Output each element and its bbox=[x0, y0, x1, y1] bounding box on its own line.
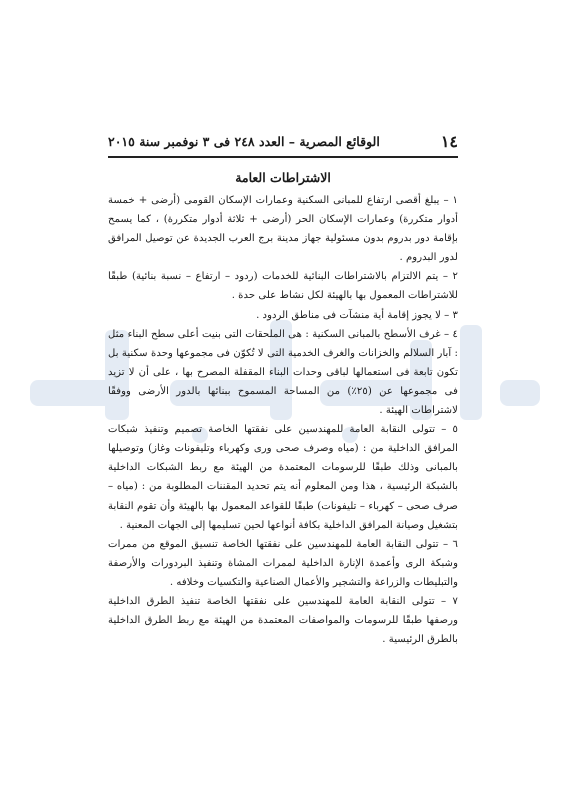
paragraph-7: ٧ – تتولى النقابة العامة للمهندسين على نفقتها الخاصة تنفيذ الطرق الداخلية ورصفها طبقًا للرسومات والمواصفات المعتمدة من الهيئة مع ربط الطرق الداخلية بالطرق الرئيسية . bbox=[108, 595, 458, 646]
body-text bbox=[108, 191, 458, 649]
page-number: ١٤ bbox=[440, 131, 458, 151]
paragraph-1: ١ – يبلغ أقصى ارتفاع للمبانى السكنية وعمارات الإسكان القومى (أرضى + خمسة أدوار متكررة) وعمارات الإسكان الحر (أرضى + ثلاثة أدوار متكررة) ، كما يسمح بإقامة دور بدروم بدون مسئولية جهاز مدينة برج العرب الجديدة عن توصيل المرافق لدور البدروم . bbox=[108, 195, 458, 264]
paragraph-5: ٥ – تتولى النقابة العامة للمهندسين على نفقتها الخاصة تصميم وتنفيذ شبكات المرافق الداخلية من : (مياه وصرف صحى ورى وكهرباء وتليفونات وغاز) وتوصيلها بالمبانى وذلك طبقًا للرسومات المعتمدة من الهيئة مع ربط الشبكات الداخلية بالشبكة الرئيسية ، هذا ومن المعلوم أنه يتم تحديد المقننات المطلوبة من : (مياه – صرف صحى – كهرباء – تليفونات) طبقًا للقواعد المعمول بها بالهيئة وأن تقوم النقابة بتشغيل وصيانة المرافق الداخلية بكافة أنواعها لحين تسليمها إلى الجهات المعنية . bbox=[108, 424, 458, 531]
page-header bbox=[108, 131, 458, 151]
paragraph-6: ٦ – تتولى النقابة العامة للمهندسين على نفقتها الخاصة تنسيق الموقع من ممرات وشبكة الرى وأعمدة الإنارة الداخلية لممرات المشاة وتنفيذ البردورات والأرصفة والتبليطات والزراعة والتشجير والأعمال الصناعية والتكسيات وخلافه . bbox=[108, 538, 458, 588]
running-head: الوقائع المصرية – العدد ٢٤٨ فى ٣ نوفمبر سنة ٢٠١٥ bbox=[108, 133, 380, 149]
paragraph-2: ٢ – يتم الالتزام بالاشتراطات البنائية للخدمات (ردود – ارتفاع – نسبة بنائية) طبقًا للاشتراطات المعمول بها بالهيئة لكل نشاط على حدة . bbox=[108, 271, 458, 302]
paragraph-4: ٤ – غرف الأسطح بالمبانى السكنية : هى الملحقات التى بنيت أعلى سطح البناء مثل : آبار السلالم والخزانات والغرف الخدمية التى لا تُكوّن فى مجموعها وحدة سكنية بل تكون تابعة فى استعمالها لباقى وحدات البناء المقفلة المصرح بها ، على أن لا تزيد فى مجموعها عن (٢٥٪) من المساحة المسموح ببنائها بالدور الأرضى ووفقًا لاشتراطات الهيئة . bbox=[108, 328, 458, 417]
header-rule bbox=[108, 156, 458, 158]
paragraph-3: ٣ – لا يجوز إقامة أية منشآت فى مناطق الردود . bbox=[256, 309, 458, 321]
section-title: الاشتراطات العامة bbox=[235, 170, 331, 185]
